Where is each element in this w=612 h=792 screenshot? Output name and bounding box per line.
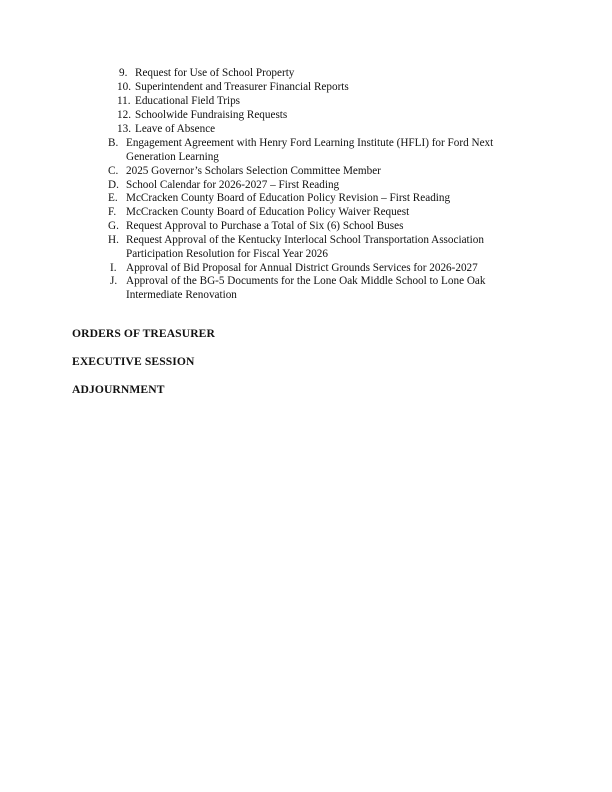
sub-item-text: Request for Use of School Property: [135, 67, 295, 79]
item-text: School Calendar for 2026-2027 – First Reading: [126, 179, 340, 191]
sub-item-text: Superintendent and Treasurer Financial Reports: [135, 81, 349, 93]
item-letter: H.: [108, 234, 119, 246]
sub-item-number: 10.: [117, 81, 131, 93]
heading-adjournment: ADJOURNMENT: [72, 383, 165, 396]
sub-item-number: 9.: [119, 67, 128, 79]
item-text: Approval of the BG-5 Documents for the Lone Oak Middle School to Lone Oak: [126, 275, 486, 287]
heading-orders-of-treasurer: ORDERS OF TREASURER: [72, 327, 215, 340]
item-letter: G.: [108, 220, 119, 232]
sub-item-number: 13.: [117, 123, 131, 135]
item-letter: J.: [110, 275, 118, 287]
item-letter: C.: [108, 165, 119, 177]
sub-item-number: 12.: [117, 109, 131, 121]
item-letter: B.: [108, 137, 119, 149]
item-text: McCracken County Board of Education Policy Waiver Request: [126, 206, 410, 218]
item-letter: E.: [108, 192, 118, 204]
sub-item-text: Educational Field Trips: [135, 95, 241, 107]
sub-item-text: Leave of Absence: [135, 123, 216, 135]
item-text: Request Approval to Purchase a Total of Six (6) School Buses: [126, 220, 404, 232]
sub-item-number: 11.: [117, 95, 131, 107]
item-text: Engagement Agreement with Henry Ford Learning Institute (HFLI) for Ford Next: [126, 137, 494, 149]
heading-executive-session: EXECUTIVE SESSION: [72, 355, 195, 368]
item-letter: F.: [108, 206, 117, 218]
item-text-continued: Intermediate Renovation: [126, 289, 237, 301]
item-text-continued: Generation Learning: [126, 151, 219, 163]
item-text-continued: Participation Resolution for Fiscal Year 2026: [126, 248, 328, 260]
item-text: Approval of Bid Proposal for Annual District Grounds Services for 2026-2027: [126, 262, 478, 274]
item-text: Request Approval of the Kentucky Interlocal School Transportation Association: [126, 234, 484, 246]
item-letter: D.: [108, 179, 119, 191]
item-letter: I.: [110, 262, 117, 274]
item-text: 2025 Governor’s Scholars Selection Committee Member: [126, 165, 381, 177]
sub-item-text: Schoolwide Fundraising Requests: [135, 109, 288, 121]
item-text: McCracken County Board of Education Policy Revision – First Reading: [126, 192, 451, 204]
